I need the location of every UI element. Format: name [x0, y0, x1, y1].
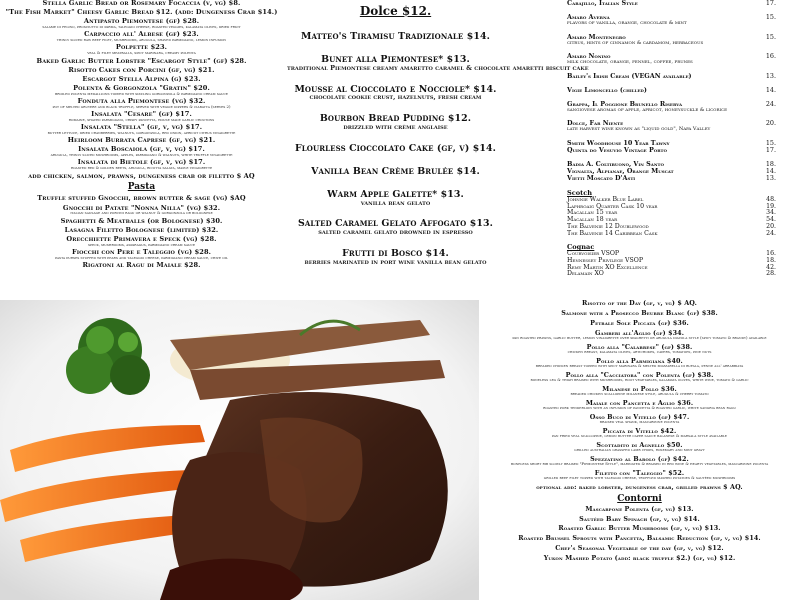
- antipasti-item: [0, 173, 283, 180]
- digestivo-price: 17.: [765, 145, 776, 154]
- digestivo-price: 24.: [765, 99, 776, 108]
- dolce-item-name: Bourbon Bread Pudding $12.: [319, 113, 472, 125]
- antipasti-item-description: butter lettuce, dried cranberries, walnuts, gorgonzola, red onion, apricot citrus vinaigrette: [47, 130, 236, 136]
- pasta-item: [0, 236, 283, 247]
- digestivo-price: 20.: [765, 119, 776, 128]
- antipasti-item-description: thinly sliced raw beef filet, mushrooms, arugula, shaved parmigiano, lemon infusion: [56, 37, 227, 43]
- digestivo-description: sangiovese aromas of apple, apricot, honeysuckle & licorice: [567, 106, 728, 113]
- digestivo-price: 15.: [765, 13, 776, 22]
- antipasti-item-description: romaine, shaved parmigiano, crispy pancetta, house made garlic croutons: [68, 116, 215, 122]
- dolce-item-name: Matteo's Tiramisu Tradizionale $14.: [301, 31, 490, 42]
- digestivo-group: [567, 161, 800, 182]
- digestivo-group: [567, 120, 800, 133]
- contorni-list: [479, 506, 800, 562]
- cognac-item: [567, 271, 800, 278]
- antipasti-item-description: veal & filet meatballs, spicy marinara, creamy polenta: [87, 50, 196, 56]
- secondi-item: [479, 456, 800, 467]
- secondi-item: [479, 358, 800, 369]
- contorni-item: [479, 525, 800, 532]
- scotch-price: 34.: [766, 209, 776, 217]
- pasta-list: [0, 195, 283, 269]
- secondi-column: [479, 300, 800, 600]
- secondi-item-description: chicken breast, kalamata olives, artichokes, capers, tomatoes, pine nuts: [567, 349, 712, 355]
- digestivo-group: [567, 0, 800, 7]
- secondi-item: [479, 428, 800, 439]
- cognac-price: 16.: [766, 250, 776, 258]
- pasta-item: [0, 249, 283, 260]
- antipasti-item: [0, 159, 283, 170]
- dolce-item: [287, 144, 504, 154]
- cognac-name: Hennessey Privilege VSOP: [567, 256, 643, 264]
- secondi-item: [479, 470, 800, 481]
- scotch-list: [567, 197, 800, 237]
- digestivo-price: 16.: [765, 52, 776, 61]
- digestivo-item: [567, 0, 800, 7]
- secondi-item-description: pan roasted prawns, garlic butter, lemon vinaigrette over spaghetti or arugula diavola style (spicy tomato & brandy) available: [512, 335, 767, 341]
- antipasti-item-name: Insalata "Stella" (gf, v, vg) $17.: [80, 123, 203, 132]
- digestivo-description: late harvest wine known as "liquid gold", Napa Valley: [567, 126, 711, 133]
- digestivo-name: Amaro Averna: [567, 13, 610, 22]
- antipasti-item-name: add chicken, salmon, prawns, dungeness crab or filetto $ AQ: [28, 171, 255, 180]
- digestivo-description: milk chocolate, orange, fennel, coffee, prunes: [567, 59, 693, 66]
- pasta-item-name: Lasagna Filetto Bolognese (limited) $32.: [64, 225, 219, 234]
- dolce-item: [287, 53, 589, 72]
- digestivo-group: [567, 87, 800, 94]
- secondi-item: [479, 400, 800, 411]
- secondi-item-name: Petrale Sole Piccata (gf) $36.: [590, 318, 689, 327]
- antipasti-item-name: Carpaccio all' Albese (gf) $23.: [84, 30, 199, 39]
- scotch-price: 48.: [766, 196, 776, 204]
- pasta-item-description: italian sausage and porcini ragu or walnut & gorgonzola or bolognese: [70, 210, 213, 216]
- secondi-item-description: breaded chicken scallopine milanese style, arugula & cherry tomato: [570, 391, 709, 397]
- dolce-item-name: Vanilla Bean Crème Brulée $14.: [311, 165, 480, 177]
- digestivo-price: 13.: [765, 71, 776, 80]
- digestivi-list: [567, 0, 800, 182]
- cognac-price: 42.: [766, 263, 776, 271]
- contorni-item: [479, 516, 800, 523]
- scotch-price: 24.: [766, 229, 776, 237]
- digestivo-price: 15.: [765, 32, 776, 41]
- secondi-item: [479, 320, 800, 327]
- digestivo-group: [567, 73, 800, 80]
- digestivo-group: [567, 140, 800, 154]
- secondi-item: [479, 386, 800, 397]
- digestivo-price: 13.: [765, 174, 776, 183]
- dolce-item-name: Mousse al Cioccolato e Nocciole* $14.: [294, 83, 497, 95]
- secondi-item: [479, 344, 800, 355]
- secondi-item-description: boneless leg & thigh braised with mushrooms, root vegetables, kalamata olives, white wine, tomato & garlic: [530, 377, 749, 383]
- contorni-item: [479, 555, 800, 562]
- antipasti-item: [0, 58, 283, 65]
- digestivo-name: Bailey's Irish Cream (VEGAN available): [567, 71, 692, 80]
- dolce-item: [287, 114, 504, 131]
- digestivo-name: Quinta do Vesuvio Vintage Porto: [567, 145, 667, 154]
- contorni-item-name: Yukon Mashed Potato (add: black truffle $2.) (gf, vg) $12.: [543, 554, 736, 563]
- secondi-item-name: Osso Buco di Vitello (gf) $47.: [589, 412, 690, 421]
- scotch-heading: Scotch: [567, 189, 593, 198]
- antipasti-item: [0, 31, 283, 42]
- digestivo-item: [567, 87, 800, 94]
- pasta-item-description: speck, mushrooms, asparagus, parmigiano cream sauce: [87, 241, 196, 247]
- pasta-heading: Pasta: [127, 182, 156, 193]
- antipasti-item-description: pot of melted gruyere and black truffle, served with veggie dippers & ciabatta (serves 2): [52, 103, 231, 109]
- antipasti-item: [0, 137, 283, 144]
- contorni-item-name: Mascarpone Polenta (gf, vg) $13.: [585, 504, 694, 513]
- secondi-item-name: Pollo alla Parmigiana $40.: [596, 356, 683, 365]
- pasta-item: [0, 195, 283, 202]
- dolce-item: [287, 167, 504, 177]
- antipasti-item: [0, 76, 283, 83]
- digestivo-description: flavors of vanilla, orange, chocolate & mint: [567, 20, 687, 27]
- antipasti-item-name: Risotto Cakes con Porcini (gf, vg) $21.: [68, 65, 215, 74]
- digestivo-name: Grappa, Il Poggione Brunello Riserva: [567, 99, 683, 108]
- dolce-item-name: Flourless Cioccolato Cake (gf, v) $14.: [295, 142, 496, 154]
- secondi-item: [479, 414, 800, 425]
- scotch-name: Macallan 18 year: [567, 216, 618, 224]
- dolce-item-name: Warm Apple Galette* $13.: [327, 188, 464, 200]
- dolce-item-description: drizzled with crème anglaise: [343, 123, 448, 132]
- secondi-item-description: braised veal shank, mascarpone polenta: [599, 419, 680, 425]
- secondi-item: [479, 300, 800, 307]
- pasta-item-name: Orecchiette Primavera e Speck (vg) $28.: [66, 234, 217, 243]
- dolce-item: [287, 249, 504, 266]
- antipasti-item: [0, 44, 283, 55]
- secondi-item-name: Risotto of the Day (gf, v, vg) $ AQ.: [582, 299, 697, 307]
- pasta-item-name: Fiocchi con Pere e Taleggio (vg) $28.: [71, 247, 212, 256]
- antipasti-item-name: Antipasto Piemontese (gf) $28.: [83, 17, 200, 26]
- pasta-item: [0, 205, 283, 216]
- digestivo-price: 14.: [765, 85, 776, 94]
- antipasti-item-name: "The Fish Market" Cheesy Garlic Bread $12. (add: Dungeness Crab $14.): [5, 8, 278, 17]
- scotch-price: 54.: [766, 216, 776, 224]
- digestivi-column: [567, 0, 800, 300]
- contorni-item-name: Roasted Garlic Butter Mushrooms (gf, v, vg) $13.: [558, 524, 721, 533]
- antipasti-item-description: roasted red & golden beets, arugula, ricotta salata, maple vinaigrette: [70, 165, 213, 171]
- cognac-name: Delamain XO: [567, 270, 604, 278]
- contorni-item: [479, 545, 800, 552]
- dolce-item: [287, 85, 504, 102]
- dolce-item-name: Salted Caramel Gelato Affogato $13.: [298, 218, 493, 230]
- antipasti-item: [0, 9, 283, 16]
- digestivo-name: Carajillo, Italian Style: [567, 0, 638, 7]
- antipasti-item: [0, 111, 283, 122]
- scotch-price: 20.: [766, 222, 776, 230]
- antipasti-item-name: Polpette $23.: [115, 43, 168, 52]
- dolce-item-name: Frutti di Bosco $14.: [342, 248, 449, 260]
- antipasti-item-description: broiled polenta medallions topped with sizzling gorgonzola & parmigiano cream sauce: [55, 90, 228, 96]
- digestivo-price: 14.: [765, 167, 776, 176]
- secondi-item-description: pan fried veal scallopine, lemon butter caper sauce balanese & marsala style available: [552, 433, 727, 439]
- secondi-item-name: Pollo alla "Cacciatora" con Polenta (gf) $38.: [565, 370, 714, 379]
- cognac-price: 18.: [766, 256, 776, 264]
- dolce-item-name: Bunet alla Piemontese* $13.: [321, 53, 470, 65]
- secondi-item-name: Pollo alla "Calabrese" (gf) $38.: [586, 342, 693, 351]
- antipasti-item-name: Stella Garlic Bread or Rosemary Focaccia (v, vg) $8.: [42, 0, 241, 7]
- secondi-item: [479, 330, 800, 341]
- secondi-item-name: Salmone with a Prosecco Beurre Blanc (gf) $38.: [561, 308, 718, 317]
- pasta-item: [0, 227, 283, 234]
- pasta-item: [0, 218, 283, 225]
- secondi-list: [479, 300, 800, 490]
- antipasti-item-description: arugula, thinly sliced mushrooms, apples, parmigiano & walnuts, white truffle vinaigrette: [50, 152, 233, 158]
- digestivo-item: [567, 73, 800, 80]
- digestivo-group: [567, 101, 800, 114]
- scotch-name: Laphroaig Quarter Cask 10 year: [567, 202, 658, 210]
- secondi-item-name: optional add: baked lobster, dungeness crab, grilled prawns $ AQ.: [536, 482, 743, 491]
- secondi-item-description: breaded chicken breast topped with spicy marinara & melted mozzarella di bufala, penne all' arrabbiata: [535, 363, 744, 369]
- contorni-heading: Contorni: [617, 493, 662, 504]
- antipasti-item: [0, 18, 283, 29]
- antipasti-item: [0, 67, 283, 74]
- pasta-item-name: Truffle stuffed Gnocchi, brown butter & sage (vg) $AQ: [37, 194, 246, 203]
- digestivo-name: Badia A. Coltibuono, Vin Santo: [567, 159, 664, 168]
- cognac-heading: Cognac: [567, 243, 595, 252]
- dolce-item-description: chocolate cookie crust, hazelnuts, fresh cream: [309, 93, 482, 102]
- antipasti-item-name: Insalata Boscaiola (gf, v, vg) $17.: [78, 145, 205, 154]
- cognac-price: 28.: [766, 270, 776, 278]
- digestivo-group: [567, 53, 800, 66]
- digestivo-name: Amaro Montenegro: [567, 32, 626, 41]
- scotch-price: 19.: [766, 202, 776, 210]
- dolce-item: [287, 219, 504, 236]
- secondi-item-name: Milanese di Pollo $36.: [602, 384, 677, 393]
- antipasti-item-name: Fonduta alla Piemontese (vg) $32.: [77, 96, 206, 105]
- antipasti-item-name: Insalata "Cesare" (gf) $17.: [91, 110, 192, 119]
- secondi-item-description: roasted pork tenderloin with an infusion of pancetta & roasted garlic, white sangria bean ragu: [543, 405, 736, 411]
- digestivo-name: Dolce, Far Niente: [567, 119, 624, 128]
- dolce-item: [287, 190, 504, 207]
- antipasti-column: [0, 0, 283, 300]
- dolce-item-description: vanilla bean gelato: [360, 198, 431, 207]
- contorni-item-name: Roasted Brussel Sprouts with Pancetta, Balsamic Reduction (gf, v, vg) $14.: [518, 534, 761, 543]
- digestivo-price: 17.: [765, 0, 776, 7]
- digestivo-name: Vignalta, Alpianae, Orange Muscat: [567, 167, 674, 176]
- lamb-chops-photo: [0, 300, 479, 600]
- pasta-item-name: Spaghetti & Meatballs (or Bolognese) $30.: [60, 216, 223, 225]
- scotch-name: The Balvenie 14 Caribbean Cask: [567, 229, 658, 237]
- antipasti-item-description: salame di felino, prosciutto di parma, taleggio cheese, roasted veggies, kalamata olives, dried fruit: [42, 24, 241, 30]
- pasta-item-description: pasta purses stuffed with pears and taleggio cheese, parmigiano cream sauce, chive oil: [55, 254, 228, 260]
- contorni-item-name: Sautéed Baby Spinach (gf, v, vg) $14.: [579, 514, 700, 523]
- digestivo-name: Vigie Limoncello (chilled): [567, 85, 647, 94]
- digestivo-name: Vietti Moscato D'Asti: [567, 174, 636, 183]
- antipasti-item: [0, 85, 283, 96]
- digestivo-item: [567, 175, 800, 182]
- dolce-item-description: berries marinated in port wine vanilla bean gelato: [304, 257, 487, 266]
- digestivo-group: [567, 34, 800, 47]
- pasta-item: [0, 262, 283, 269]
- dolce-item-description: salted caramel gelato drowned in espresso: [318, 228, 473, 237]
- cognac-name: Remy Martin XO Excellence: [567, 263, 648, 271]
- pasta-item-name: Rigatoni al Ragu di Maiale $28.: [82, 261, 201, 270]
- contorni-item: [479, 506, 800, 513]
- scotch-name: Johnnie Walker Blue Label: [567, 196, 644, 204]
- secondi-item-name: Spezzatino al Barolo (gf) $42.: [590, 454, 689, 463]
- dolce-heading: Dolce $12.: [359, 4, 432, 18]
- cognac-list: [567, 251, 800, 278]
- secondi-item-name: Piccata di Vitello $42.: [602, 426, 677, 435]
- secondi-item-name: Maiale con Pancetta e Aglio $36.: [585, 398, 694, 407]
- antipasti-item-name: Baked Garlic Butter Lobster "Escargot Style" (gf) $28.: [36, 56, 247, 65]
- cognac-name: Courvoisier VSOP: [567, 250, 620, 258]
- scotch-name: Macallan 15 year: [567, 209, 618, 217]
- scotch-item: [567, 231, 800, 238]
- secondi-item: [479, 372, 800, 383]
- secondi-item-name: Gamberi all'Aglio (gf) $34.: [594, 328, 685, 337]
- antipasti-item: [0, 124, 283, 135]
- contorni-item-name: Chef's Seasonal Vegetable of the day (gf, v, vg) $12.: [555, 544, 724, 553]
- digestivo-name: Amaro Nonino: [567, 52, 611, 61]
- antipasti-item-name: Insalata di Bietole (gf, v, vg) $17.: [77, 158, 206, 167]
- scotch-name: The Balvenie 12 Doublewood: [567, 222, 649, 230]
- digestivo-price: 18.: [765, 159, 776, 168]
- antipasti-item: [0, 146, 283, 157]
- antipasti-item: [0, 0, 283, 7]
- dolce-item-description: traditional Piemontese creamy amaretto caramel & chocolate amaretti biscuit cake: [287, 63, 589, 72]
- secondi-item-name: Filetto con "Taleggio" $52.: [594, 468, 685, 477]
- secondi-item-description: boneless short rib slowly braised "Piemontese Style", marinated & braised in red wine & hearty vegetables, mascarpone polenta: [510, 461, 769, 467]
- antipasti-item-name: Polenta & Gorgonzola "Gratin" $20.: [73, 83, 210, 92]
- secondi-item-description: grilled australian grassfed lamb chops, rosemary and mint gravy: [574, 447, 705, 453]
- digestivo-item: [567, 147, 800, 154]
- digestivo-name: Smith Woodhouse 10 Year Tawny: [567, 138, 670, 147]
- dolce-item: [287, 32, 504, 42]
- antipasti-item-name: Escargot Stella Alpina (g) $23.: [82, 74, 201, 83]
- digestivo-description: citrus, hints of cinnamon & cardamom, herbaceous: [567, 39, 704, 46]
- secondi-item-name: Scottadito di Agnello $50.: [596, 440, 683, 449]
- pasta-item-name: Gnocchi di Patate "Nonna Nilla" (vg) $32.: [62, 203, 221, 212]
- secondi-item: [479, 442, 800, 453]
- digestivo-price: 15.: [765, 138, 776, 147]
- antipasti-item-name: Heirloom Burrata Caprese (gf, vg) $21.: [67, 136, 216, 145]
- food-photo-illustration: [0, 300, 479, 600]
- secondi-item: [479, 310, 800, 317]
- antipasti-list: [0, 0, 283, 179]
- antipasti-item: [0, 98, 283, 109]
- secondi-item: [479, 484, 800, 491]
- secondi-item-description: grilled beef filet topped with taleggio cheese, truffled mashed potatoes & sautéed mushrooms: [543, 475, 736, 481]
- digestivo-group: [567, 14, 800, 27]
- contorni-item: [479, 535, 800, 542]
